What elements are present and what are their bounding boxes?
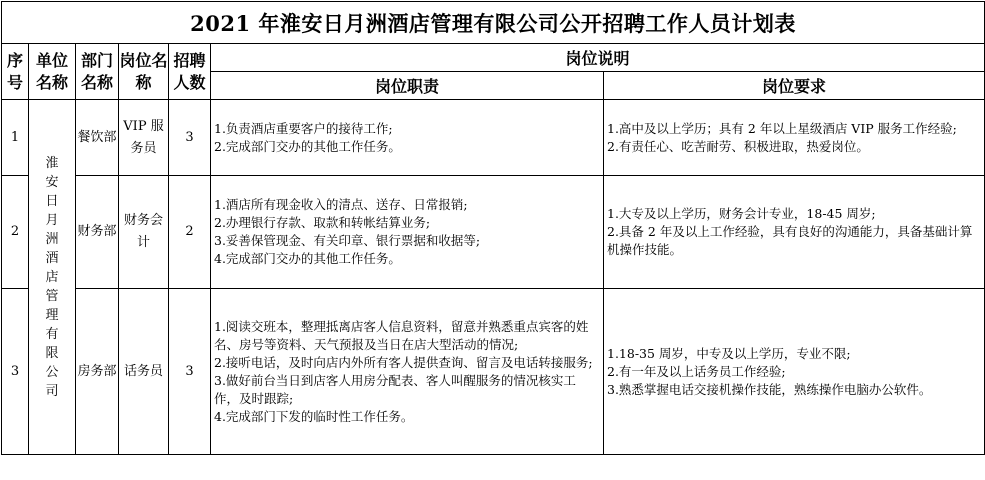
unit-name-char: 店 (45, 269, 59, 285)
duty-item: 2.完成部门交办的其他工作任务。 (214, 138, 401, 154)
header-count: 招聘人数 (169, 44, 211, 100)
requirement-item: 2.有一年及以上话务员工作经验; (607, 363, 786, 379)
table-title: 2021 年淮安日月洲酒店管理有限公司公开招聘工作人员计划表 (2, 2, 985, 44)
header-explain: 岗位说明 (211, 44, 985, 72)
row-requirements (604, 100, 985, 176)
row-requirements (604, 176, 985, 289)
requirement-item: 1.大专及以上学历，财务会计专业，18-45 周岁; (607, 206, 876, 221)
table-row (2, 289, 985, 455)
requirement-item: 1.18-35 周岁，中专及以上学历，专业不限; (607, 345, 851, 361)
unit-name-cell (29, 100, 76, 455)
row-duties (211, 289, 604, 455)
unit-name-char: 日 (45, 193, 59, 209)
row-position: 财务会计 (119, 176, 169, 289)
header-position: 岗位名称 (119, 44, 169, 100)
unit-name-char: 安 (45, 174, 59, 190)
duty-item: 2.接听电话，及时向店内外所有客人提供查询、留言及电话转接服务; (214, 355, 593, 370)
row-position: VIP 服务员 (119, 100, 169, 176)
row-seq: 1 (2, 100, 29, 176)
requirement-item: 2.有责任心、吃苦耐劳、积极进取，热爱岗位。 (607, 138, 869, 154)
unit-name-char: 有 (45, 326, 59, 342)
unit-name-char: 淮 (45, 155, 59, 171)
duty-item: 3.妥善保管现金、有关印章、银行票据和收据等; (214, 233, 481, 248)
row-seq: 3 (2, 289, 29, 455)
duty-item: 1.负责酒店重要客户的接待工作; (214, 120, 393, 136)
duty-item: 4.完成部门交办的其他工作任务。 (214, 251, 401, 266)
unit-name-char: 洲 (45, 231, 59, 247)
duty-item: 3.做好前台当日到店客人用房分配表、客人叫醒服务的情况核实工作，及时跟踪; (214, 373, 576, 406)
requirement-item: 1.高中及以上学历；具有 2 年以上星级酒店 VIP 服务工作经验; (607, 120, 957, 136)
row-dept: 房务部 (76, 289, 119, 455)
requirement-item: 3.熟悉掌握电话交接机操作技能，熟练操作电脑办公软件。 (607, 381, 932, 397)
row-dept: 餐饮部 (76, 100, 119, 176)
row-duties (211, 100, 604, 176)
row-count: 3 (169, 289, 211, 455)
unit-name (29, 154, 75, 401)
recruitment-plan-table (1, 1, 985, 455)
unit-name-char: 限 (45, 345, 59, 361)
table-row (2, 176, 985, 289)
unit-name-char: 月 (45, 212, 59, 228)
row-seq: 2 (2, 176, 29, 289)
unit-name-char: 酒 (45, 250, 59, 266)
duty-item: 4.完成部门下发的临时性工作任务。 (214, 409, 414, 424)
requirement-item: 2.具备 2 年及以上工作经验，具有良好的沟通能力，具备基础计算机操作技能。 (607, 224, 973, 257)
unit-name-char: 理 (45, 307, 59, 323)
header-dept: 部门名称 (76, 44, 119, 100)
unit-name-char: 管 (45, 288, 59, 304)
header-unit: 单位名称 (29, 44, 76, 100)
row-duties (211, 176, 604, 289)
duty-item: 1.酒店所有现金收入的清点、送存、日常报销; (214, 197, 468, 212)
row-position: 话务员 (119, 289, 169, 455)
header-seq: 序号 (2, 44, 29, 100)
header-duty: 岗位职责 (211, 72, 604, 100)
duty-item: 1.阅读交班本，整理抵离店客人信息资料，留意并熟悉重点宾客的姓名、房号等资料、天气预报及当日在店大型活动的情况; (214, 319, 589, 352)
row-requirements (604, 289, 985, 455)
unit-name-char: 司 (45, 383, 59, 399)
table-row (2, 100, 985, 176)
header-require: 岗位要求 (604, 72, 985, 100)
row-dept: 财务部 (76, 176, 119, 289)
row-count: 2 (169, 176, 211, 289)
duty-item: 2.办理银行存款、取款和转帐结算业务; (214, 215, 431, 230)
row-count: 3 (169, 100, 211, 176)
unit-name-char: 公 (45, 364, 59, 380)
